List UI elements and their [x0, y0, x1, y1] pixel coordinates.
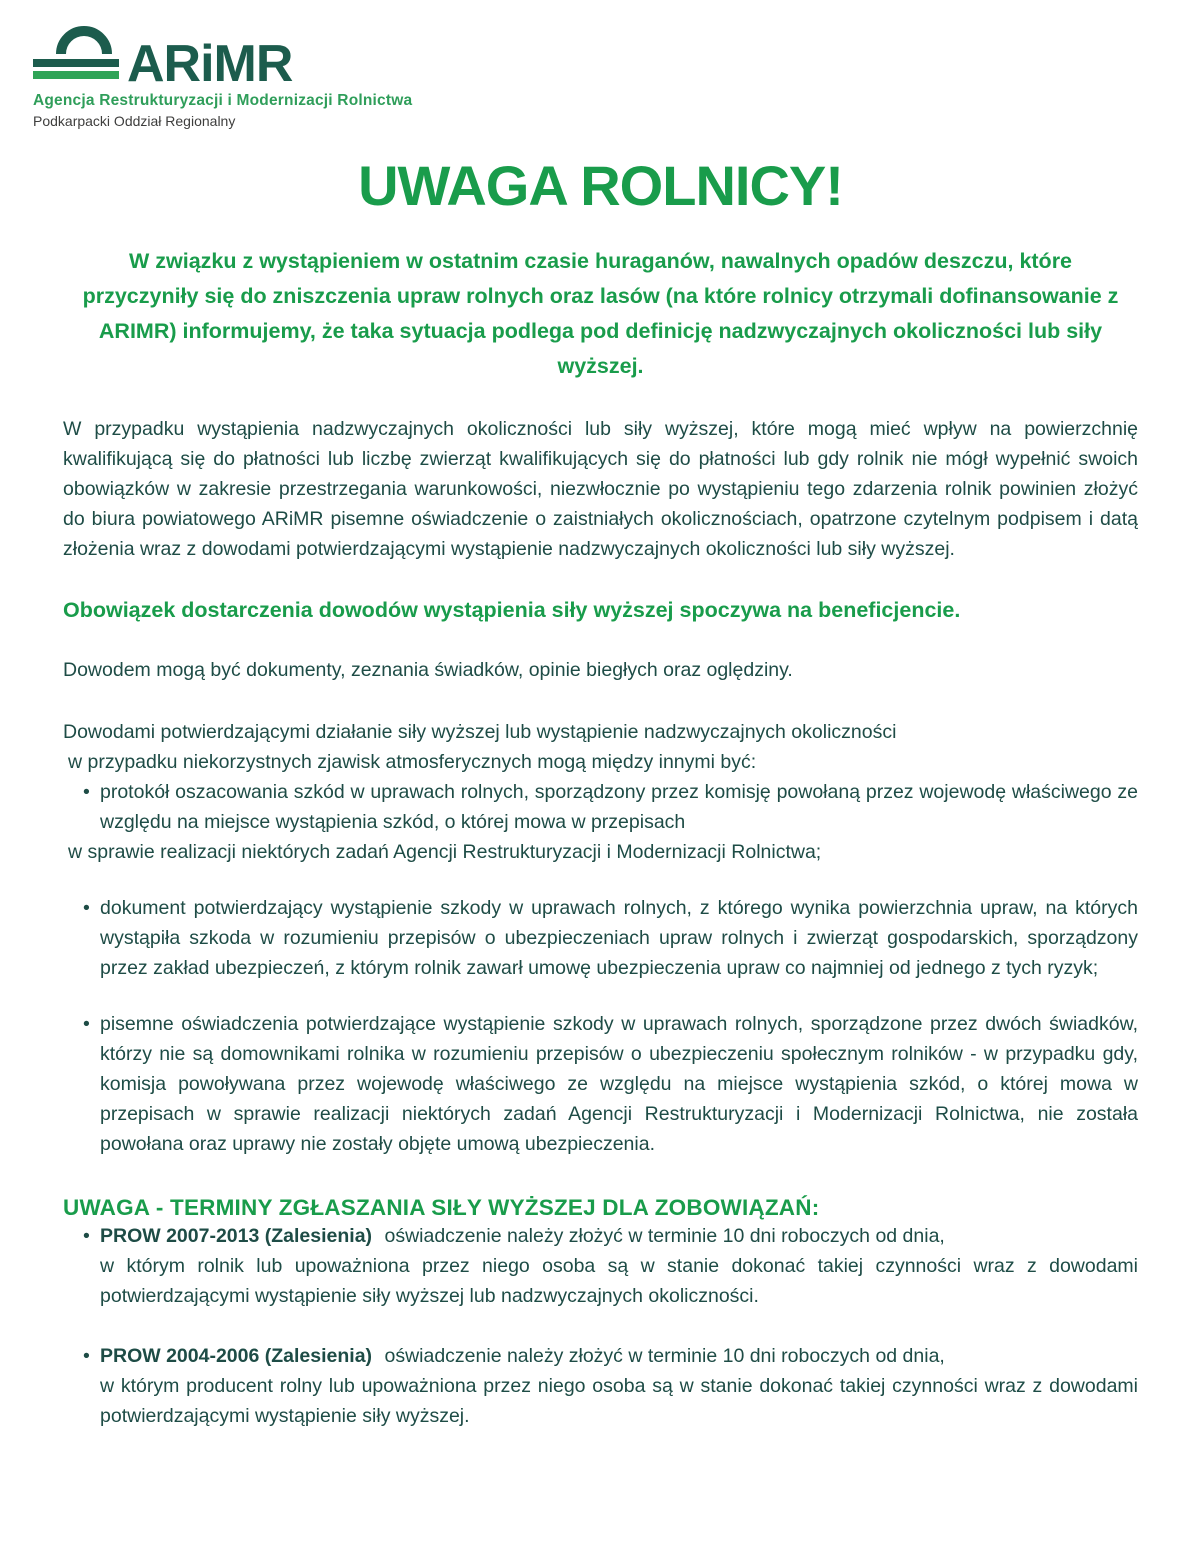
list-item — [63, 893, 1138, 983]
document-content — [0, 153, 1200, 1431]
intro-paragraph: W związku z wystąpieniem w ostatnim czasie huraganów, nawalnych opadów deszczu, które przyczyniły się do zniszczenia upraw rolnych oraz lasów (na które rolnicy otrzymali dofinansowanie z ARIMR) informujemy, że taka sytuacja podlega pod definicję nadzwyczajnych okoliczności lub siły wyższej. — [82, 249, 1119, 378]
program-name: PROW 2007-2013 (Zalesienia) — [100, 1225, 373, 1247]
evidence-note: Dowodem mogą być dokumenty, zeznania świadków, opinie biegłych oraz oględziny. — [63, 659, 793, 681]
logo-region-name: Podkarpacki Oddział Regionalny — [33, 113, 236, 129]
evidence-item-text: pisemne oświadczenia potwierdzające wystąpienie szkody w uprawach rolnych, sporządzone przez dwóch świadków, którzy nie są domownikami rolnika w rozumieniu przepisów o ubezpieczeniu społecznym rolników - w przypadku gdy, komisja powoływana przez wojewodę właściwego ze względu na miejsce wystąpienia szkód, o której mowa w przepisach w sprawie realizacji niektórych zadań Agencji Restrukturyzacji i Modernizacji Rolnictwa, nie została powołana oraz uprawy nie zostały objęte umową ubezpieczenia. — [100, 1013, 1138, 1155]
arimr-logo-icon — [33, 14, 119, 85]
deadlines-heading: UWAGA - TERMINY ZGŁASZANIA SIŁY WYŻSZEJ DLA ZOBOWIĄZAŃ: — [63, 1195, 820, 1220]
list-item — [63, 1009, 1138, 1159]
evidence-item-continuation: w sprawie realizacji niektórych zadań Agencji Restrukturyzacji i Modernizacji Rolnictwa; — [68, 841, 822, 863]
logo-acronym: ARiMR — [127, 34, 293, 93]
deadline-item-line1: oświadczenie należy złożyć w terminie 10 dni roboczych od dnia, — [384, 1225, 945, 1247]
logo-agency-name: Agencja Restrukturyzacji i Modernizacji Rolnictwa — [33, 92, 413, 109]
evidence-intro-line1: Dowodami potwierdzającymi działanie siły wyższej lub wystąpienie nadzwyczajnych okoliczności — [63, 721, 897, 743]
force-majeure-paragraph: W przypadku wystąpienia nadzwyczajnych okoliczności lub siły wyższej, które mogą mieć wpływ na powierzchnię kwalifikującą się do płatności lub liczbę zwierząt kwalifikujących się do płatności lub gdy rolnik nie mógł wypełnić swoich obowiązków w zakresie przestrzegania warunkowości, niezwłocznie po wystąpieniu tego zdarzenia rolnik powinien złożyć do biura powiatowego ARiMR pisemne oświadczenie o zaistniałych okolicznościach, opatrzone czytelnym podpisem i datą złożenia wraz z dowodami potwierdzającymi wystąpienie nadzwyczajnych okoliczności lub siły wyższej. — [63, 418, 1138, 560]
evidence-item-text: protokół oszacowania szkód w uprawach rolnych, sporządzony przez komisję powołaną przez wojewodę właściwego ze względu na miejsce wystąpienia szkód, o której mowa w przepisach — [100, 781, 1138, 833]
arimr-logo — [33, 14, 1200, 93]
deadline-list — [63, 1221, 1138, 1431]
evidence-intro-line2: w przypadku niekorzystnych zjawisk atmosferycznych mogą między innymi być: — [68, 751, 757, 773]
list-item — [63, 777, 1138, 867]
obligation-heading: Obowiązek dostarczenia dowodów wystąpienia siły wyższej spoczywa na beneficjencie. — [63, 598, 961, 622]
page-title: UWAGA ROLNICY! — [358, 154, 843, 217]
evidence-list — [63, 777, 1138, 1159]
page-header — [0, 0, 1200, 129]
deadline-item-rest: w którym rolnik lub upoważniona przez niego osoba są w stanie dokonać takiej czynności wraz z dowodami potwierdzającymi wystąpienie siły wyższej lub nadzwyczajnych okoliczności. — [100, 1255, 1138, 1307]
evidence-item-text: dokument potwierdzający wystąpienie szkody w uprawach rolnych, z którego wynika powierzchnia upraw, na których wystąpiła szkoda w rozumieniu przepisów o ubezpieczeniach upraw rolnych i zwierząt gospodarskich, sporządzony przez zakład ubezpieczeń, z którym rolnik zawarł umowę ubezpieczenia upraw co najmniej od jednego z tych ryzyk; — [100, 897, 1138, 979]
program-name: PROW 2004-2006 (Zalesienia) — [100, 1345, 373, 1367]
deadline-item-rest: w którym producent rolny lub upoważniona przez niego osoba są w stanie dokonać takiej czynności wraz z dowodami potwierdzającymi wystąpienie siły wyższej. — [100, 1375, 1138, 1427]
evidence-intro — [63, 717, 1138, 777]
deadline-item-line1: oświadczenie należy złożyć w terminie 10 dni roboczych od dnia, — [384, 1345, 945, 1367]
list-item — [63, 1341, 1138, 1431]
list-item — [63, 1221, 1138, 1311]
